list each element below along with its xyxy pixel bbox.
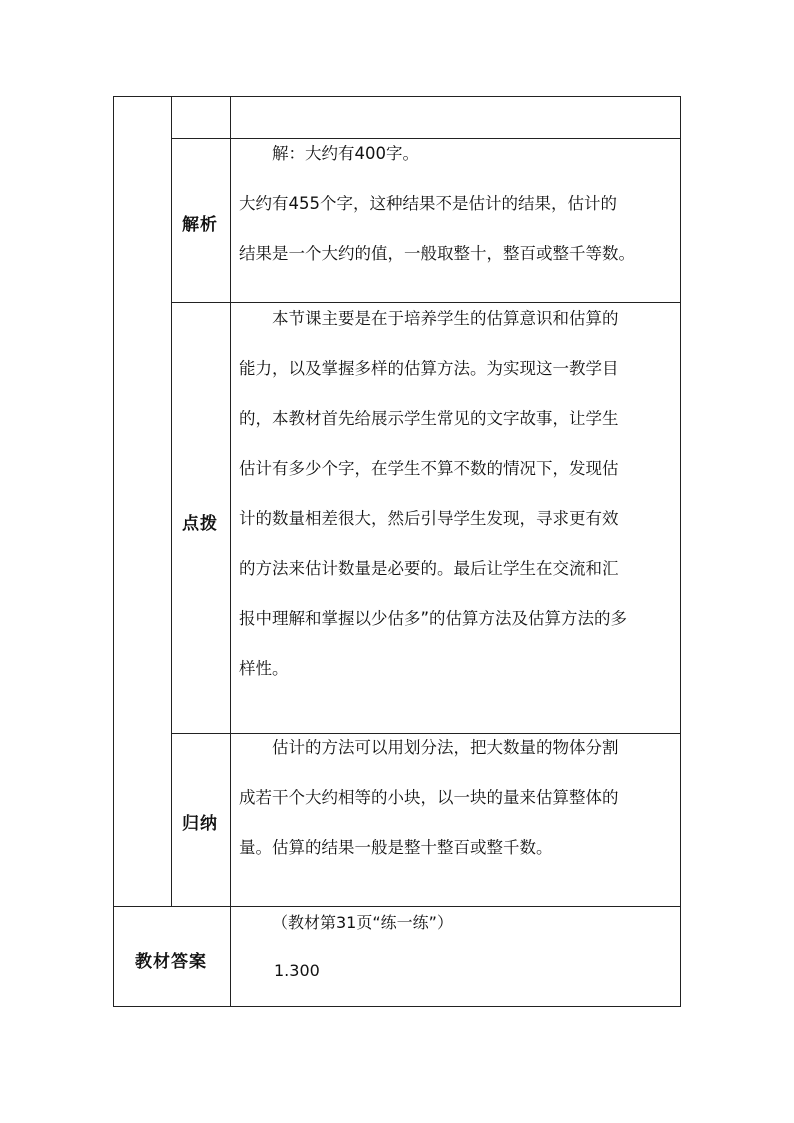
column-divider — [171, 96, 172, 907]
text-line: 报中理解和掌握以少估多”的估算方法及估算方法的多 — [239, 609, 628, 628]
text-line: 计的数量相差很大，然后引导学生发现，寻求更有效 — [239, 509, 619, 528]
text-line: 能力，以及掌握多样的估算方法。为实现这一教学目 — [239, 359, 619, 378]
text-line: 的，本教材首先给展示学生常见的文字故事，让学生 — [239, 409, 619, 428]
text-line: 样性。 — [239, 659, 289, 678]
text-line: 的方法来估计数量是必要的。最后让学生在交流和汇 — [239, 559, 619, 578]
table-border-left — [113, 96, 114, 1007]
guina-content — [239, 723, 619, 873]
table-border-bottom — [113, 1006, 681, 1007]
column-divider — [230, 96, 231, 1007]
table-border-right — [680, 96, 681, 1007]
text-line: 结果是一个大约的值，一般取整十，整百或整千等数。 — [239, 244, 635, 263]
text-line: 量。估算的结果一般是整十整百或整千数。 — [239, 838, 553, 857]
text-line: 估计有多少个字，在学生不算不数的情况下，发现估 — [239, 459, 619, 478]
row-label-answer: 教材答案 — [135, 952, 207, 972]
row-label-jiexi: 解析 — [182, 215, 218, 235]
dianbo-content — [239, 294, 627, 694]
table-border-top — [113, 96, 681, 97]
row-divider — [113, 906, 681, 907]
text-line: 大约有455个字，这种结果不是估计的结果，估计的 — [239, 194, 617, 213]
answer-reference: （教材第31页“练一练”） — [272, 913, 453, 932]
row-label-dianbo: 点拨 — [182, 514, 218, 534]
answer-value: 1.300 — [274, 961, 320, 980]
jiexi-content — [239, 129, 635, 279]
row-label-guina: 归纳 — [182, 814, 218, 834]
text-line: 解：大约有400字。 — [239, 144, 419, 163]
text-line: 本节课主要是在于培养学生的估算意识和估算的 — [239, 309, 619, 328]
text-line: 成若干个大约相等的小块，以一块的量来估算整体的 — [239, 788, 619, 807]
text-line: 估计的方法可以用划分法，把大数量的物体分割 — [239, 738, 619, 757]
